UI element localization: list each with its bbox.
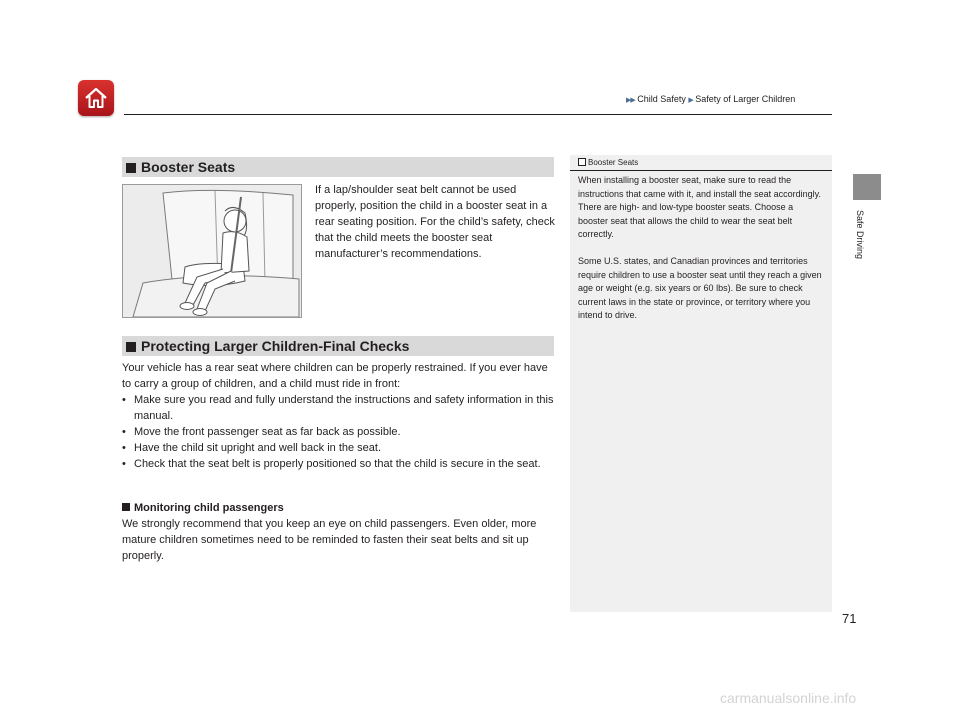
breadcrumb-arrow-icon: ▶ [688,97,693,104]
watermark: carmanualsonline.info [720,690,857,706]
square-bullet-icon [126,163,136,173]
booster-seat-illustration [122,184,302,318]
breadcrumb-arrow-icon: ▶▶ [626,97,635,104]
chapter-tab[interactable] [853,174,881,200]
monitoring-section [122,500,558,564]
list-item: • Have the child sit upright and well back in the seat. [122,442,382,454]
section-heading-text: Booster Seats [141,159,236,175]
sidebar-title: Booster Seats [578,158,638,167]
breadcrumb-item-child-safety[interactable]: Child Safety [637,94,686,104]
breadcrumb-item-safety-of-larger-children[interactable]: Safety of Larger Children [695,94,796,104]
section-heading-text: Protecting Larger Children-Final Checks [141,338,410,354]
final-checks-paragraph: Your vehicle has a rear seat where children can be properly restrained. If you ever have to carry a group of children, and a child must ride in front: [122,362,548,390]
final-checks-list [122,392,558,472]
sidebar-text [578,174,824,336]
subsection-heading: Monitoring child passengers [122,500,558,516]
list-item: • Make sure you read and fully understand the instructions and safety information in this manual. [122,394,554,422]
home-icon [83,85,109,111]
booster-seats-intro: If a lap/shoulder seat belt cannot be used properly, position the child in a booster seat in a rear seating position. For the child’s safety, check that the child meets the booster seat manufacturer’s recommendations. [315,184,555,260]
final-checks-body [122,360,558,472]
sidebar-paragraph: When installing a booster seat, make sure to read the instructions that came with it, and install the seat accordingly. There are high- and low-type booster seats. Choose a booster seat that allows the child to wear the seat belt correctly. [578,175,821,239]
header-rule [124,114,832,115]
note-icon [578,158,586,166]
square-bullet-icon [126,342,136,352]
sidebar-paragraph: Some U.S. states, and Canadian provinces and territories require children to use a booster seat until they reach a given age or weight (e.g. six years or 60 lbs). Be sure to check current laws in the state or province, or territory where you intend to drive. [578,256,822,320]
chapter-tab-label: Safe Driving [855,210,865,260]
page-number: 71 [842,611,857,626]
section-heading-booster-seats [122,157,554,177]
list-item: • Move the front passenger seat as far back as possible. [122,426,401,438]
breadcrumb [626,94,795,104]
square-bullet-icon [122,503,130,511]
sidebar-rule [570,170,832,171]
home-button[interactable] [78,80,114,116]
monitoring-text: We strongly recommend that you keep an eye on child passengers. Even older, more mature children sometimes need to be reminded to fasten their seat belts and sit up properly. [122,518,537,562]
section-heading-final-checks [122,336,554,356]
list-item: • Check that the seat belt is properly positioned so that the child is secure in the seat. [122,458,541,470]
